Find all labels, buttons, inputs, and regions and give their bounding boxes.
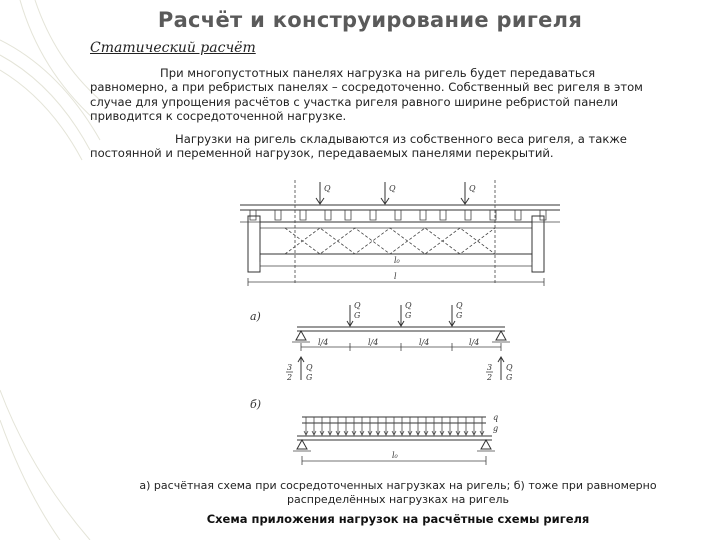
figure-caption: а) расчётная схема при сосредоточенных нагрузках на ригель; б) тоже при равномерно распределённых нагрузках на ригель [139, 479, 657, 506]
span-label-l0: l₀ [394, 256, 400, 265]
scheme-a-segment-4: l/4 [469, 338, 480, 347]
panel-girder-drawing [240, 180, 560, 286]
figure-title: Схема приложения нагрузок на расчётные схемы ригеля [206, 512, 590, 526]
scheme-a-load-G-1: G [354, 311, 361, 320]
scheme-b-label-g: g [493, 424, 499, 433]
scheme-a-label: а) [250, 310, 261, 323]
scheme-a-load-G-3: G [456, 311, 463, 320]
paragraph-2: Нагрузки на ригель складываются из собственного веса ригеля, а также постоянной и переменной нагрузок, передаваемых панелями перекрытий. [90, 132, 627, 161]
scheme-a-segment-1: l/4 [318, 338, 329, 347]
scheme-a-load-G-2: G [405, 311, 412, 320]
top-load-label-3: Q [469, 184, 476, 193]
scheme-a-load-Q-1: Q [354, 301, 361, 310]
reaction-right-Q: Q [506, 363, 513, 372]
reaction-right-2: 2 [487, 373, 493, 382]
scheme-a-load-Q-2: Q [405, 301, 412, 310]
scheme-a-load-Q-3: Q [456, 301, 463, 310]
reaction-left-3: 3 [287, 363, 293, 372]
reaction-right-G: G [506, 373, 513, 382]
scheme-a-segment-3: l/4 [419, 338, 430, 347]
reaction-left-G: G [306, 373, 313, 382]
scheme-b-label-q: q [493, 413, 499, 422]
reaction-right-3: 3 [487, 363, 493, 372]
reaction-left-Q: Q [306, 363, 313, 372]
reaction-left-2: 2 [287, 373, 293, 382]
top-load-label-2: Q [389, 184, 396, 193]
section-subtitle: Статический расчёт [90, 40, 256, 56]
scheme-b-distributed [250, 398, 498, 465]
page-title: Расчёт и конструирование ригеля [157, 8, 583, 32]
scheme-b-label: б) [250, 398, 262, 411]
scheme-b-span-label: l₀ [392, 451, 398, 460]
top-load-label-1: Q [324, 184, 331, 193]
scheme-a-concentrated [250, 301, 513, 382]
span-label-l: l [394, 272, 397, 281]
scheme-a-segment-2: l/4 [368, 338, 379, 347]
paragraph-1: При многопустотных панелях нагрузка на ригель будет передаваться равномерно, а при ребристых панелях – сосредоточенно. Собственный вес ригеля в этом случае для упрощения расчётов с участка ригеля равного ширине ребристой панели приводится к сосредоточенной нагрузке. [90, 66, 643, 124]
